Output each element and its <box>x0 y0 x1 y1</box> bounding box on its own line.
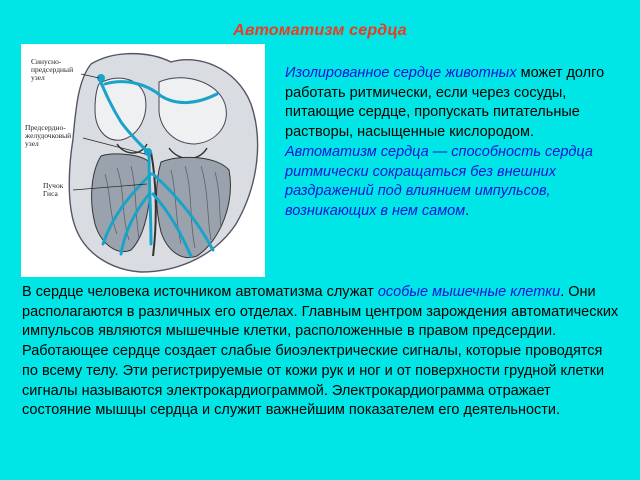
av-node <box>144 148 152 156</box>
side-text-2: может долго работать ритмически, если через сосуды, питающие сердце, пропускать питательные растворы, насыщенные кислородом. <box>285 65 605 141</box>
side-text-italic-definition: Автоматизм сердца — способность сердца ритмически сокращаться без внешних раздражений под влиянием импульсов, возникающих в нем самом <box>285 143 593 219</box>
side-text-italic-1: Изолированное сердце животных <box>285 65 517 81</box>
label-sinoatrial-node: Синусно- предсердный узел <box>31 57 74 82</box>
main-paragraph <box>22 283 622 421</box>
side-paragraph <box>285 64 617 222</box>
main-text-italic: особые мышечные клетки <box>377 284 561 300</box>
main-text-1: В сердце человека источником автоматизма служат <box>22 284 378 300</box>
main-text-3: . Они располагаются в различных его отделах. Главным центром зарождения автоматических импульсов являются мышечные клетки, расположенные в правом предсердии. Работающее сердце создает слабые биоэлектрические сигналы, которые проводятся по всему телу. Эти регистрируемые от кожи рук и ног и от поверхности грудной клетки сигналы называются электрокардиограммой. Электрокардиограмма отражает состояние мышцы сердца и служит важнейшим показателем его деятельности. <box>22 284 619 419</box>
heart-conduction-diagram <box>21 44 265 277</box>
page-title: Автоматизм сердца <box>233 22 407 39</box>
label-bundle-of-his: Пучок Гиса <box>43 181 64 198</box>
label-av-node: Предсердно- желудочковый узел <box>25 123 72 148</box>
side-text-4: . <box>465 202 470 219</box>
